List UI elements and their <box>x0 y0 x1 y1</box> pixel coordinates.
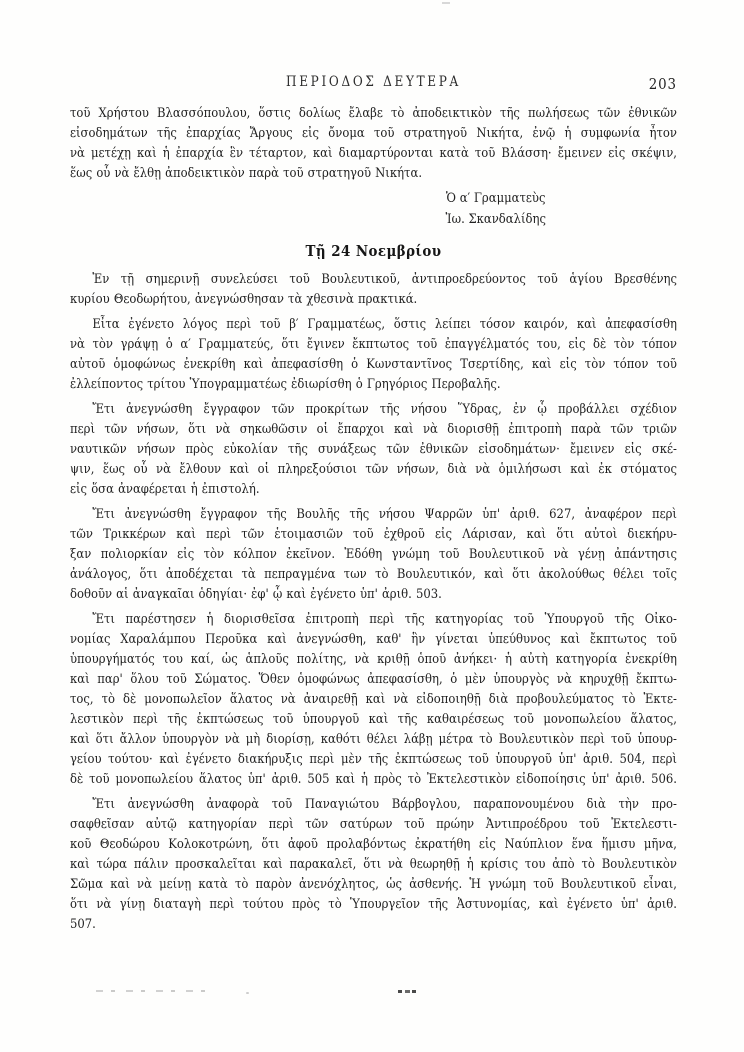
text-line: ὅτι νὰ γίνῃ διαταγὴ περὶ τούτου πρὸς τὸ Ὑπουργεῖον τῆς Ἀστυνομίας, καὶ ἐγένετο ὑπ' ἀριθ. <box>70 897 677 912</box>
text-line: νὰ μετέχῃ καὶ ἡ ἐπαρχία ἓν τέταρτον, καὶ διαμαρτύρονται κατὰ τοῦ Βλάσση· ἔμεινεν εἰς σκέψιν, <box>70 146 677 161</box>
text-line: κυρίου Θεοδωρήτου, ἀνεγνώσθησαν τὰ χθεσινὰ πρακτικά. <box>70 292 418 307</box>
text-line: Ἔτι ἀνεγνώσθη ἔγγραφον τῆς Βουλῆς τῆς νήσου Ψαρρῶν ὑπ' ἀριθ. 627, ἀναφέρον περὶ <box>92 507 677 522</box>
text-line: 507. <box>70 917 96 932</box>
signature-block <box>420 188 572 230</box>
text-line: καὶ ὅτι ἄλλον ὑπουργὸν νὰ μὴ διορίσῃ, καθότι θέλει λάβῃ μέτρα τὸ Βουλευτικὸν περὶ τοῦ ὑπουρ- <box>70 732 677 747</box>
text-line: ξαν πολιορκίαν εἰς τὸν κόλπον ἐκεῖνον. Ἐδόθη γνώμη τοῦ Βουλευτικοῦ νὰ γένῃ ἀπάντησις <box>70 547 677 562</box>
text-column <box>70 74 677 935</box>
text-line: Ἔτι παρέστησεν ἡ διορισθεῖσα ἐπιτροπὴ περὶ τῆς κατηγορίας τοῦ Ὑπουργοῦ τῆς Οἰκο- <box>92 612 677 627</box>
text-line: τοῦ Χρήστου Βλασσόπουλου, ὅστις δολίως ἔλαβε τὸ ἀποδεικτικὸν τῆς πωλήσεως τῶν ἐθνικῶν <box>70 106 677 121</box>
text-line: καὶ παρ' ὅλου τοῦ Σώματος. Ὅθεν ὁμοφώνως ἀπεφασίσθη, ὁ μὲν ὑπουργὸς νὰ κηρυχθῇ ἔκπτω- <box>70 672 677 687</box>
paragraph-psara-document <box>70 505 677 605</box>
text-line: εἰς ὅσα ἀναφέρεται ἡ ἐπιστολή. <box>70 482 260 497</box>
text-line: τος, τὸ δὲ μονοπωλεῖον ἅλατος νὰ ἀναιρεθῇ καὶ νὰ εἰδοποιηθῇ διὰ προβουλεύματος τὸ Ἐκτε- <box>70 692 677 707</box>
date-heading: Τῇ 24 Νοεμβρίου <box>305 242 442 260</box>
paragraph-hydra-letter <box>70 400 677 500</box>
text-line: νὰ τὸν γράψῃ ὁ α′ Γραμματεύς, ὅτι ἔγινεν ἔκπτωτος τοῦ ἐπαγγέλματός του, εἰς δὲ τὸν τόπον <box>70 337 677 352</box>
text-line: Ἔτι ἀνεγνώσθη ἀναφορὰ τοῦ Παναγιώτου Βάρβογλου, παραπονουμένου διὰ τὴν προ- <box>92 797 677 812</box>
scan-artifact <box>398 990 418 993</box>
text-line: τῶν Τρικκέρων καὶ περὶ τῶν ἑτοιμασιῶν τοῦ ἐχθροῦ εἰς Λάρισαν, καὶ ὅτι αὐτοὶ διεκήρυ- <box>70 527 677 542</box>
page-number: 203 <box>648 75 677 93</box>
text-line: νομίας Χαραλάμπου Περοῦκα καὶ ἀνεγνώσθη, καθ' ἣν γίνεται ὑπεύθυνος καὶ ἔκπτωτος τοῦ <box>70 632 677 647</box>
scan-artifact <box>246 992 249 994</box>
paragraph-session-opening <box>70 270 677 310</box>
text-line: γείου τούτου· καὶ ἐγένετο διακήρυξις περὶ μὲν τῆς ἐκπτώσεως τοῦ ὑπουργοῦ ὑπ' ἀριθ. 504, περὶ <box>70 752 677 767</box>
page-header <box>70 74 677 94</box>
text-line: δοθοῦν αἱ ἀναγκαῖαι ὁδηγίαι· ἐφ' ᾧ καὶ ἐγένετο ὑπ' ἀριθ. 503. <box>70 587 442 602</box>
paragraph-continuation <box>70 104 677 184</box>
text-line: Σῶμα καὶ νὰ μείνῃ κατὰ τὸ παρὸν ἀνενόχλητος, ὡς ἀσθενής. Ἡ γνώμη τοῦ Βουλευτικοῦ εἶναι, <box>70 877 677 892</box>
text-line: κοῦ Θεοδώρου Κολοκοτρώνη, ὅτι ἀφοῦ προλαβόντως ἐκρατήθη εἰς Ναύπλιον ἕνα ἥμισυ μῆνα, <box>70 837 677 852</box>
text-line: καὶ τώρα πάλιν προσκαλεῖται καὶ παρακαλεῖ, ὅτι νὰ θεωρηθῇ ἡ κρίσις του ἀπὸ τὸ Βουλευτικὸν <box>70 857 677 872</box>
text-line: δὲ τοῦ μονοπωλείου ἅλατος ὑπ' ἀριθ. 505 καὶ ἡ πρὸς τὸ Ἐκτελεστικὸν εἰδοποίησις ὑπ' ἀριθ. 506. <box>70 772 677 787</box>
paragraph-varvoglou-report <box>70 795 677 935</box>
text-line: εἰσοδημάτων τῆς ἐπαρχίας Ἄργους εἰς ὄνομα τοῦ στρατηγοῦ Νικήτα, ἐνῷ ἡ συμφωνία ἦτον <box>70 126 677 141</box>
text-line: σαφθεῖσαν αὐτῷ κατηγορίαν περὶ τῶν σατύρων τοῦ πρώην Ἀντιπροέδρου τοῦ Ἐκτελεστι- <box>70 817 677 832</box>
text-line: περὶ τῶν νήσων, ὅτι νὰ σηκωθῶσιν οἱ ἔπαρχοι καὶ νὰ διορισθῇ ἐπιτροπὴ παρὰ τῶν τριῶν <box>70 422 677 437</box>
text-line: Εἶτα ἐγένετο λόγος περὶ τοῦ β′ Γραμματέως, ὅστις λείπει τόσον καιρόν, καὶ ἀπεφασίσθη <box>92 317 677 332</box>
text-line: αὐτοῦ ὁμοφώνως ἐνεκρίθη καὶ ἀπεφασίσθη ὁ Κωνσταντῖνος Τσερτίδης, καὶ εἰς τὸν τόπον τοῦ <box>70 357 677 372</box>
signature-name: Ἰω. Σκανδαλίδης <box>445 212 546 227</box>
text-line: Ἐν τῇ σημερινῇ συνελεύσει τοῦ Βουλευτικοῦ, ἀντιπροεδρεύοντος τοῦ ἁγίου Βρεσθένης <box>92 272 677 287</box>
text-line: ἀνάλογος, ὅτι ἀποδέχεται τὰ πεπραγμένα των τὸ Βουλευτικόν, καὶ ὅτι ἀκολούθως θέλει τοῖς <box>70 567 677 582</box>
scan-artifact <box>96 990 208 992</box>
paragraph-second-secretary <box>70 315 677 395</box>
text-line: ἐλλείποντος τρίτου Ὑπογραμματέως ἐδιωρίσθη ὁ Γρηγόριος Περοβαλῆς. <box>70 377 501 392</box>
signature-role: Ὁ α′ Γραμματεὺς <box>446 191 546 206</box>
text-line: Ἔτι ἀνεγνώσθη ἔγγραφον τῶν προκρίτων τῆς νήσου Ὕδρας, ἐν ᾧ προβάλλει σχέδιον <box>92 402 677 417</box>
text-line: ναυτικῶν νήσων πρὸς εὐκολίαν τῆς συνάξεως τῶν ἐθνικῶν εἰσοδημάτων· ἔμεινεν εἰς σκέ- <box>70 442 677 457</box>
text-line: ψιν, ἕως οὗ νὰ ἔλθουν καὶ οἱ πληρεξούσιοι τῶν νήσων, διὰ νὰ ὁμιλήσωσι καὶ ἐκ στόματος <box>70 462 677 477</box>
text-line: ὑπουργήματός του καί, ὡς ἁπλοῦς πολίτης, νὰ κριθῇ ὁποῦ ἀνήκει· ἡ αὐτὴ κατηγορία ἐνεκρίθη <box>70 652 677 667</box>
scan-artifact <box>442 2 450 4</box>
text-line: λεστικὸν περὶ τῆς ἐκπτώσεως τοῦ ὑπουργοῦ καὶ τῆς καθαιρέσεως τοῦ μονοπωλείου ἅλατος, <box>70 712 677 727</box>
running-title: ΠΕΡΙΟΔΟΣ ΔΕΥΤΕΡΑ <box>286 74 461 90</box>
text-line: ἕως οὗ νὰ ἔλθῃ ἀποδεικτικὸν παρὰ τοῦ στρατηγοῦ Νικήτα. <box>70 166 423 181</box>
paragraph-minister-accusation <box>70 610 677 790</box>
